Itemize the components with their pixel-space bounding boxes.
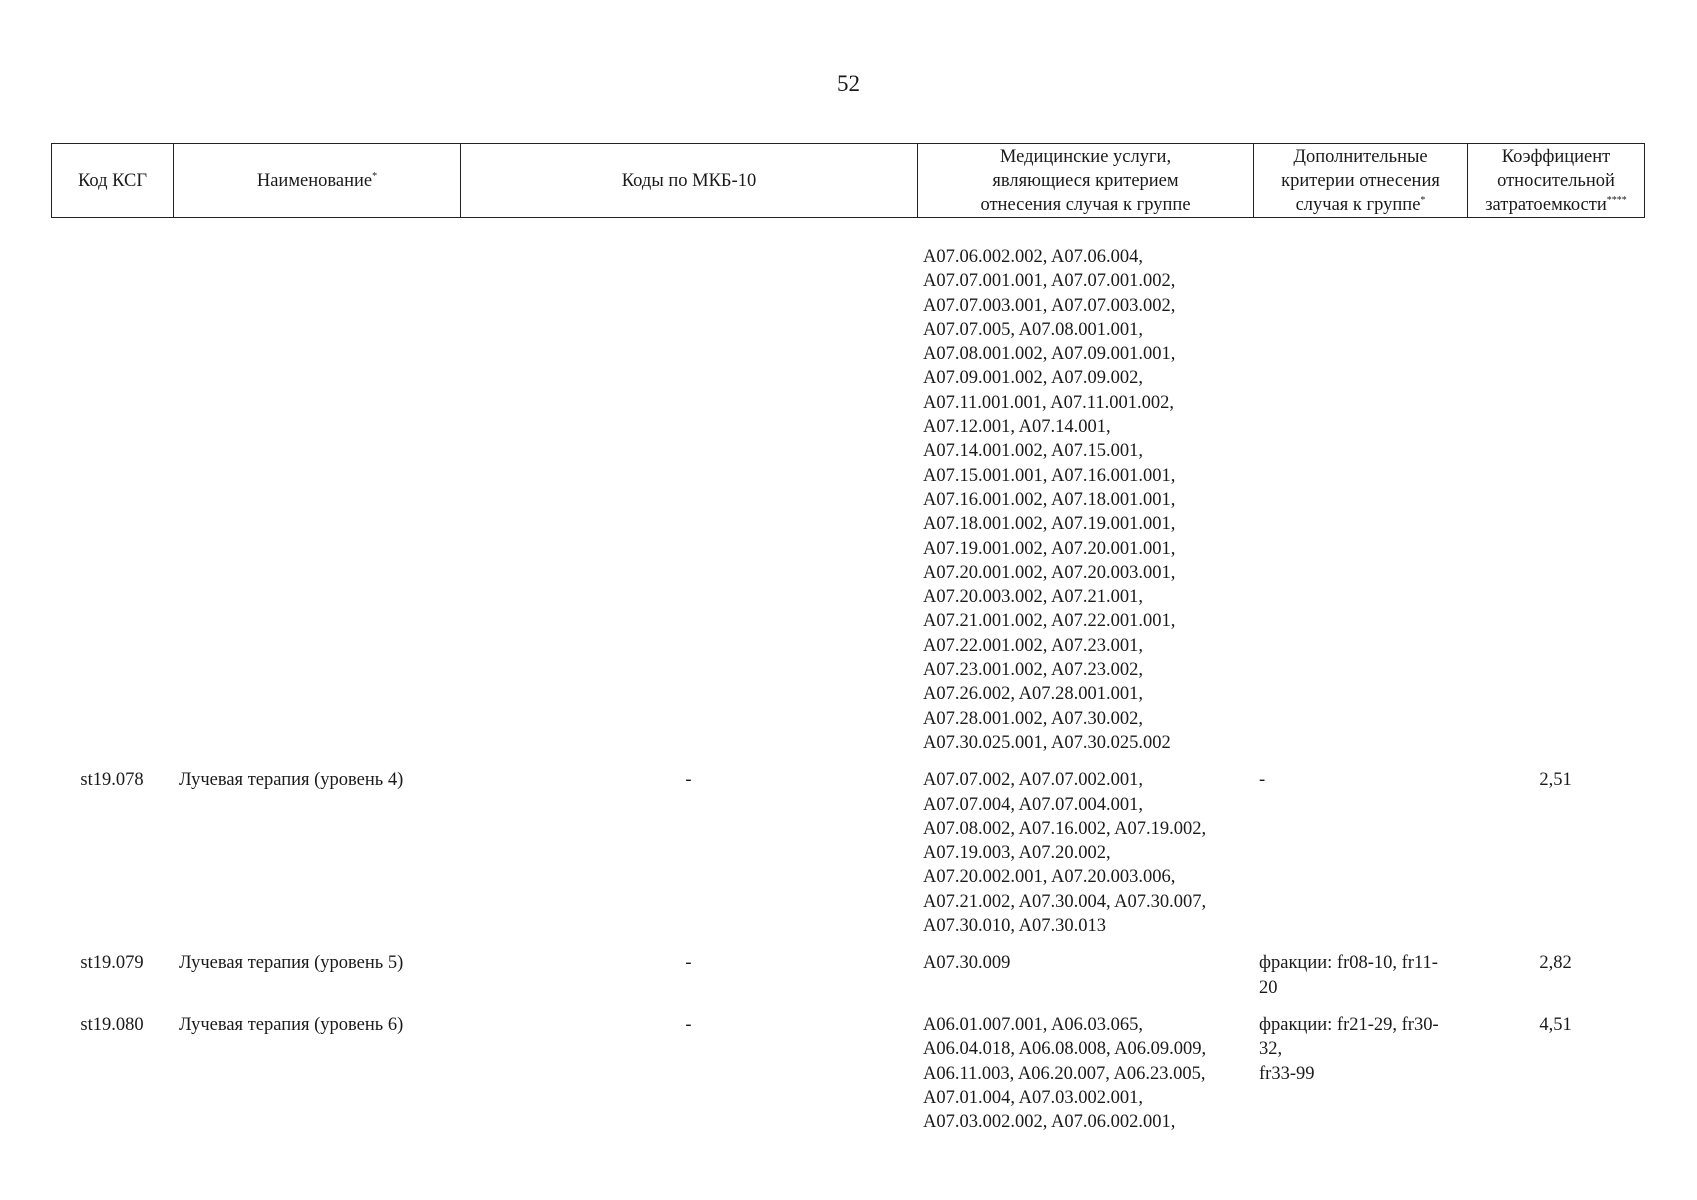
header-coefficient-line: Коэффициент xyxy=(1501,146,1611,167)
cell-services-line: A07.01.004, A07.03.002.001, xyxy=(923,1087,1143,1108)
cell-services-line: A07.21.002, A07.30.004, A07.30.007, xyxy=(923,891,1207,912)
cell-services xyxy=(917,768,1253,951)
cell-criteria xyxy=(1253,1013,1467,1147)
cell-services-line: A07.20.002.001, A07.20.003.006, xyxy=(923,867,1176,888)
cell-code: st19.079 xyxy=(80,953,144,974)
header-code xyxy=(52,144,174,218)
cell-mkb-codes: - xyxy=(685,953,692,974)
cell-services xyxy=(917,1013,1253,1147)
header-coefficient-line: относительной xyxy=(1497,170,1615,191)
cell-criteria-line: - xyxy=(1259,770,1266,791)
cell-services-line: A07.08.001.002, A07.09.001.001, xyxy=(923,344,1176,365)
cell-services-line: A07.18.001.002, A07.19.001.001, xyxy=(923,514,1176,535)
header-criteria-line: критерии отнесения xyxy=(1281,170,1440,191)
cell-services-line: A07.30.009 xyxy=(923,953,1011,974)
header-criteria-line: Дополнительные xyxy=(1293,146,1428,167)
cell-code: st19.078 xyxy=(80,770,144,791)
cell-code: st19.080 xyxy=(80,1014,144,1035)
cell-services-line: A07.30.010, A07.30.013 xyxy=(923,916,1106,937)
cell-coefficient: 4,51 xyxy=(1539,1014,1572,1035)
cell-services-line: A07.28.001.002, A07.30.002, xyxy=(923,708,1143,729)
header-row xyxy=(52,144,1645,218)
header-mkb-label: Коды по МКБ-10 xyxy=(621,170,757,191)
cell-services-line: A07.20.001.002, A07.20.003.001, xyxy=(923,562,1176,583)
cell-services-line: A06.04.018, A06.08.008, A06.09.009, xyxy=(923,1039,1207,1060)
cell-services-line: A07.07.002, A07.07.002.001, xyxy=(923,770,1143,791)
header-services xyxy=(918,144,1254,218)
cell-services-line: A07.19.001.002, A07.20.001.001, xyxy=(923,538,1176,559)
cell-name: Лучевая терапия (уровень 4) xyxy=(179,770,404,791)
header-coefficient xyxy=(1468,144,1645,218)
cell-coefficient: 2,51 xyxy=(1539,770,1572,791)
header-name xyxy=(174,144,461,218)
cell-services-line: A07.07.005, A07.08.001.001, xyxy=(923,319,1143,340)
cell-services-line: A07.16.001.002, A07.18.001.001, xyxy=(923,489,1176,510)
header-services-line: Медицинские услуги, xyxy=(999,146,1172,167)
cell-name xyxy=(173,245,460,768)
cell-services-line: A07.11.001.001, A07.11.001.002, xyxy=(923,392,1174,413)
cell-services-line: A07.03.002.002, A07.06.002.001, xyxy=(923,1112,1176,1133)
cell-services-line: A07.21.001.002, A07.22.001.001, xyxy=(923,611,1176,632)
cell-criteria-line: 32, xyxy=(1259,1039,1283,1060)
cell-services-line: A06.01.007.001, A06.03.065, xyxy=(923,1014,1143,1035)
table-header xyxy=(51,143,1645,218)
cell-services-line: A07.23.001.002, A07.23.002, xyxy=(923,660,1143,681)
cell-services xyxy=(917,951,1253,1013)
cell-services-line: A07.20.003.002, A07.21.001, xyxy=(923,587,1143,608)
table-row xyxy=(51,245,1644,768)
cell-services-line: A07.12.001, A07.14.001, xyxy=(923,417,1111,438)
cell-criteria-line: фракции: fr21-29, fr30- xyxy=(1259,1014,1439,1035)
cell-services-line: A07.09.001.002, A07.09.002, xyxy=(923,368,1143,389)
header-criteria-text: случая к группе xyxy=(1295,194,1421,215)
cell-code xyxy=(51,245,173,768)
header-name-label: Наименование xyxy=(256,170,373,191)
cell-services xyxy=(917,245,1253,768)
cell-criteria xyxy=(1253,245,1467,768)
cell-criteria-line: fr33-99 xyxy=(1259,1063,1315,1084)
cell-services-line: A07.26.002, A07.28.001.001, xyxy=(923,684,1143,705)
header-criteria xyxy=(1254,144,1468,218)
page-number: 52 xyxy=(837,71,860,96)
header-services-line: являющиеся критерием xyxy=(992,170,1179,191)
cell-mkb-codes: - xyxy=(685,770,692,791)
cell-services-line: A07.22.001.002, A07.23.001, xyxy=(923,635,1143,656)
header-coefficient-footnote-mark: **** xyxy=(1606,194,1627,206)
cell-mkb-codes: - xyxy=(685,1014,692,1035)
cell-coefficient: 2,82 xyxy=(1539,953,1572,974)
header-criteria-line xyxy=(1258,193,1463,217)
header-name-footnote-mark: * xyxy=(372,170,378,182)
cell-coefficient xyxy=(1467,245,1644,768)
cell-services-line: A07.14.001.002, A07.15.001, xyxy=(923,441,1143,462)
cell-services-line: A06.11.003, A06.20.007, A06.23.005, xyxy=(923,1063,1206,1084)
table-row xyxy=(51,768,1644,951)
cell-name: Лучевая терапия (уровень 5) xyxy=(179,953,404,974)
cell-services-line: A07.07.001.001, A07.07.001.002, xyxy=(923,271,1176,292)
header-code-label: Код КСГ xyxy=(77,170,148,191)
header-services-line: отнесения случая к группе xyxy=(980,194,1191,215)
cell-services-line: A07.06.002.002, A07.06.004, xyxy=(923,247,1143,267)
cell-criteria-line: фракции: fr08-10, fr11- xyxy=(1259,953,1438,974)
table-row xyxy=(51,1013,1644,1147)
cell-criteria-line: 20 xyxy=(1259,977,1278,998)
cell-services-line: A07.07.004, A07.07.004.001, xyxy=(923,794,1143,815)
cell-services-line: A07.08.002, A07.16.002, A07.19.002, xyxy=(923,818,1207,839)
cell-services-line: A07.30.025.001, A07.30.025.002 xyxy=(923,732,1171,753)
header-coefficient-text: затратоемкости xyxy=(1485,194,1607,215)
header-mkb xyxy=(461,144,918,218)
cell-criteria xyxy=(1253,768,1467,951)
cell-services-line: A07.19.003, A07.20.002, xyxy=(923,843,1111,864)
cell-services-line: A07.15.001.001, A07.16.001.001, xyxy=(923,465,1176,486)
table-body xyxy=(51,245,1644,1147)
cell-name: Лучевая терапия (уровень 6) xyxy=(179,1014,404,1035)
header-criteria-footnote-mark: * xyxy=(1420,194,1426,206)
cell-criteria xyxy=(1253,951,1467,1013)
cell-mkb-codes xyxy=(460,245,917,768)
table-row xyxy=(51,951,1644,1013)
cell-services-line: A07.07.003.001, A07.07.003.002, xyxy=(923,295,1176,316)
header-coefficient-line xyxy=(1472,193,1640,217)
